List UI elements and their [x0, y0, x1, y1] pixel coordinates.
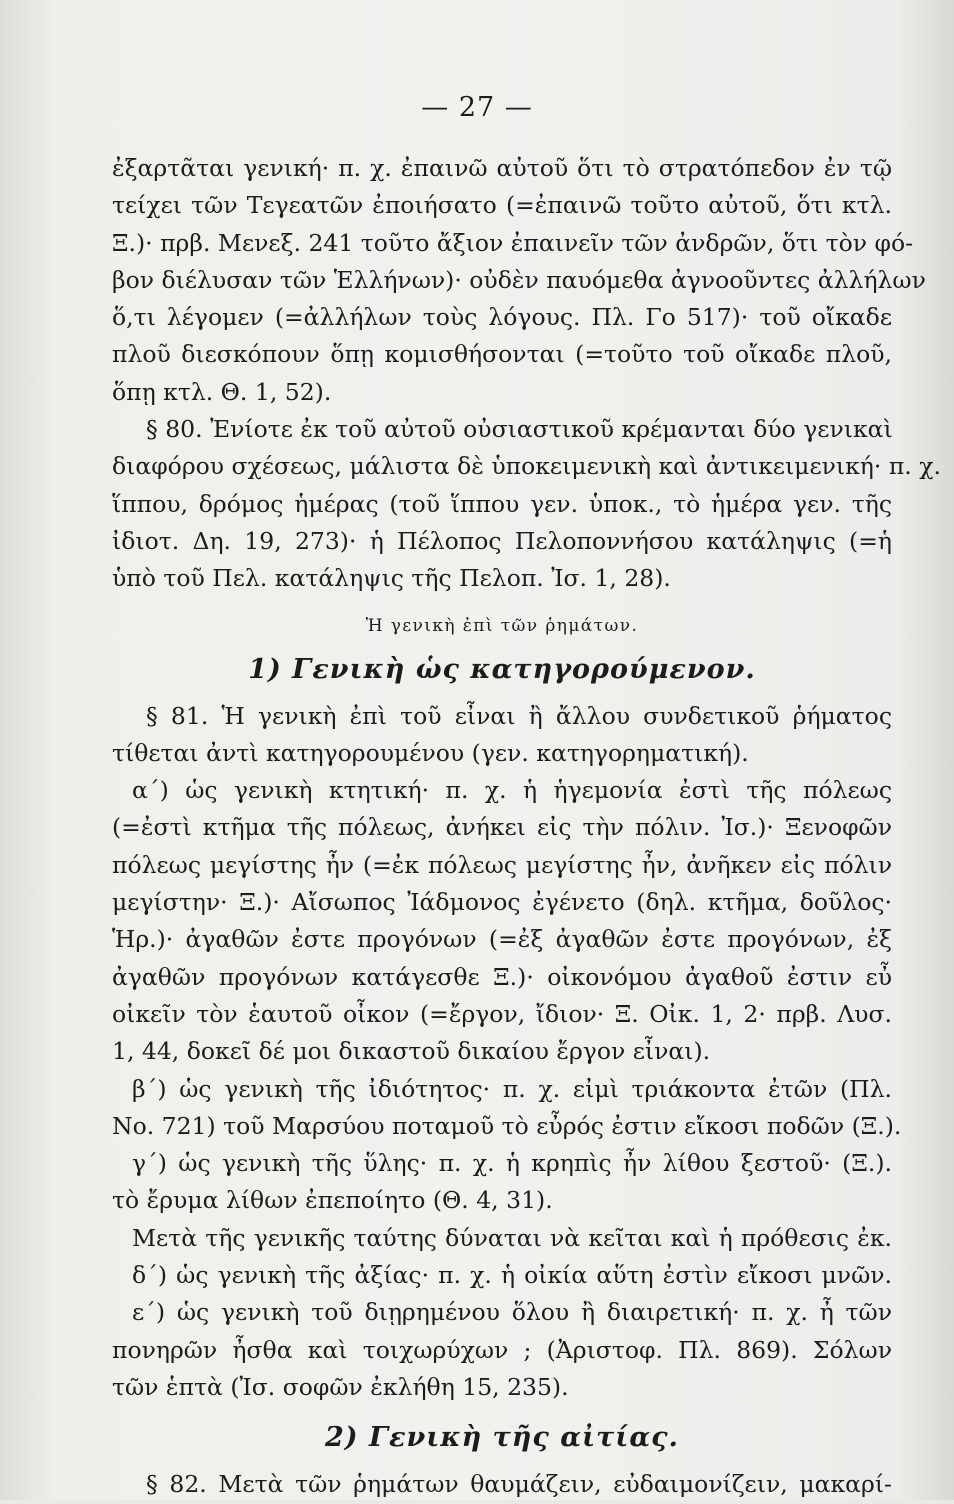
text-line: ὅ,τι λέγομεν (=ἀλλήλων τοὺς λόγους. Πλ. Γο 517)· τοῦ οἴκαδε: [112, 303, 892, 332]
text-line: πλοῦ διεσκόπουν ὅπῃ κομισθήσονται (=τοῦτο τοῦ οἴκαδε πλοῦ,: [112, 340, 892, 369]
item-delta-start: δ΄) ὡς γενικὴ τῆς ἀξίας· π. χ. ἡ οἰκία αὕτη ἐστὶν εἴκοσι μνῶν.: [132, 1261, 892, 1290]
section-heading-2: 2) Γενικὴ τῆς αἰτίας.: [325, 1422, 679, 1454]
page-text: [112, 150, 941, 1504]
page-number: — 27 —: [421, 92, 533, 123]
text-line: 1, 44, δοκεῖ δέ μοι δικαστοῦ δικαίου ἔργον εἶναι).: [112, 1037, 711, 1066]
item-gamma-start: γ΄) ὡς γενικὴ τῆς ὕλης· π. χ. ἡ κρηπὶς ἦν λίθου ξεστοῦ· (Ξ.).: [132, 1149, 892, 1178]
text-line: ἀγαθῶν προγόνων κατάγεσθε Ξ.)· οἰκονόμου ἀγαθοῦ ἐστιν εὖ: [112, 962, 892, 991]
section-heading-1: 1) Γενικὴ ὡς κατηγορούμενον.: [248, 653, 756, 685]
section-subheading: Ἡ γενικὴ ἐπὶ τῶν ῥημάτων.: [365, 615, 639, 636]
text-line: ἵππου, δρόμος ἡμέρας (τοῦ ἵππου γεν. ὑποκ., τὸ ἡμέρα γεν. τῆς: [112, 489, 892, 518]
text-line: διαφόρου σχέσεως, μάλιστα δὲ ὑποκειμενικὴ καὶ ἀντικειμενική· π. χ.: [112, 452, 941, 481]
item-beta-start: β΄) ὡς γενικὴ τῆς ἰδιότητος· π. χ. εἰμὶ τριάκοντα ἐτῶν (Πλ.: [132, 1074, 892, 1103]
text-line: τείχει τῶν Τεγεατῶν ἐποιήσατο (=ἐπαινῶ τοῦτο αὐτοῦ, ὅτι κτλ.: [112, 191, 892, 220]
text-line: τίθεται ἀντὶ κατηγορουμένου (γεν. κατηγορηματική).: [112, 738, 749, 767]
text-line: μεγίστην· Ξ.)· Αἴσωπος Ἰάδμονος ἐγένετο (δηλ. κτῆμα, δοῦλος·: [112, 888, 892, 917]
text-line: Ξ.)· πρβ. Μενεξ. 241 τοῦτο ἄξιον ἐπαινεῖν τῶν ἀνδρῶν, ὅτι τὸν φό-: [112, 228, 914, 257]
item-epsilon-start: ε΄) ὡς γενικὴ τοῦ διῃρημένου ὅλου ἢ διαιρετική· π. χ. ἦ τῶν: [132, 1298, 892, 1327]
text-line: Ἡρ.)· ἀγαθῶν ἐστε προγόνων (=ἐξ ἀγαθῶν ἐστε προγόνων, ἐξ: [112, 925, 892, 954]
text-line: βον διέλυσαν τῶν Ἑλλήνων)· οὐδὲν παυόμεθα ἀγνοοῦντες ἀλλήλων: [112, 265, 926, 294]
text-line: οἰκεῖν τὸν ἑαυτοῦ οἶκον (=ἔργον, ἴδιον· Ξ. Οἰκ. 1, 2· πρβ. Λυσ.: [112, 999, 892, 1028]
text-line: τῶν ἑπτὰ (Ἰσ. σοφῶν ἐκλήθη 15, 235).: [112, 1372, 569, 1401]
text-line: ὅπῃ κτλ. Θ. 1, 52).: [112, 377, 332, 406]
paragraph-80-start: § 80. Ἐνίοτε ἐκ τοῦ αὐτοῦ οὐσιαστικοῦ κρέμανται δύο γενικαὶ: [146, 415, 893, 444]
paragraph-81-start: § 81. Ἡ γενικὴ ἐπὶ τοῦ εἶναι ἢ ἄλλου συνδετικοῦ ῥήματος: [146, 701, 892, 730]
text-line: ἰδιοτ. Δη. 19, 273)· ἡ Πέλοπος Πελοποννήσου κατάληψις (=ἡ: [112, 526, 892, 555]
text-line: (=ἐστὶ κτῆμα τῆς πόλεως, ἀνήκει εἰς τὴν πόλιν. Ἰσ.)· Ξενοφῶν: [112, 813, 892, 842]
text-line: ὑπὸ τοῦ Πελ. κατάληψις τῆς Πελοπ. Ἰσ. 1, 28).: [112, 564, 671, 593]
text-line: πονηρῶν ἦσθα καὶ τοιχωρύχων ; (Ἀριστοφ. Πλ. 869). Σόλων: [112, 1335, 892, 1364]
item-alpha-start: α΄) ὡς γενικὴ κτητική· π. χ. ἡ ἡγεμονία ἐστὶ τῆς πόλεως: [132, 776, 892, 805]
text-line: Μετὰ τῆς γενικῆς ταύτης δύναται νὰ κεῖται καὶ ἡ πρόθεσις ἐκ.: [132, 1223, 892, 1252]
text-line: Νο. 721) τοῦ Μαρσύου ποταμοῦ τὸ εὖρός ἐστιν εἴκοσι ποδῶν (Ξ.).: [112, 1111, 902, 1140]
paragraph-82-start: § 82. Μετὰ τῶν ῥημάτων θαυμάζειν, εὐδαιμονίζειν, μακαρί-: [146, 1470, 892, 1499]
text-line: ἐξαρτᾶται γενική· π. χ. ἐπαινῶ αὐτοῦ ὅτι τὸ στρατόπεδον ἐν τῷ: [112, 154, 892, 182]
text-line: τὸ ἔρυμα λίθων ἐπεποίητο (Θ. 4, 31).: [112, 1186, 553, 1215]
text-line: πόλεως μεγίστης ἦν (=ἐκ πόλεως μεγίστης ἦν, ἀνῆκεν εἰς πόλιν: [112, 850, 892, 879]
